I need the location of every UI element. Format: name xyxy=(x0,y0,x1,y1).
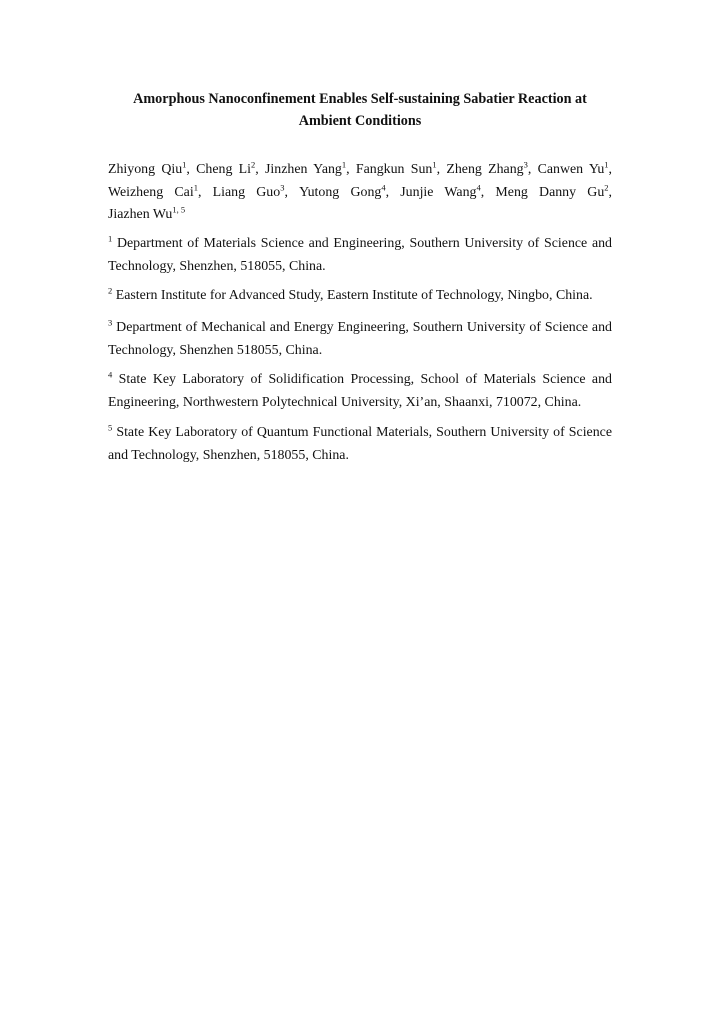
author-separator: , xyxy=(608,162,613,177)
author-separator: , xyxy=(197,184,213,200)
affiliation-number: 4 xyxy=(108,369,113,380)
author-affiliation-mark: 1, 5 xyxy=(172,204,186,215)
author-name xyxy=(299,181,401,200)
author-separator: , xyxy=(255,162,266,177)
affiliation-4 xyxy=(108,369,612,414)
paper-title-line-1: Amorphous Nanoconfinement Enables Self-sustaining Sabatier Reaction at xyxy=(133,91,587,107)
author-affiliation-mark: 1 xyxy=(193,181,198,192)
author-name xyxy=(355,159,447,177)
author-separator: , xyxy=(346,162,356,177)
paper-title xyxy=(108,89,612,132)
author-name xyxy=(212,181,300,200)
author-name-text: Meng Danny Gu xyxy=(495,184,605,200)
author-name xyxy=(196,159,266,177)
affiliation-text: Eastern Institute for Advanced Study, Eastern Institute of Technology, Ningbo, China. xyxy=(115,288,593,303)
author-name xyxy=(495,181,612,200)
author-separator: , xyxy=(480,184,496,200)
author-name xyxy=(108,159,197,177)
author-separator: , xyxy=(385,184,401,200)
author-separator: , xyxy=(284,184,300,200)
author-affiliation-mark: 3 xyxy=(280,181,285,192)
affiliation-text: State Key Laboratory of Quantum Functional Materials, Southern University of Science and Technology, Shenzhen, 518055, China. xyxy=(108,425,612,463)
affiliation-number: 1 xyxy=(108,233,113,244)
author-affiliation-mark: 3 xyxy=(523,159,528,170)
author-name xyxy=(265,159,356,177)
affiliation-text: State Key Laboratory of Solidification Processing, School of Materials Science and Engineering, Northwestern Polytechnical University, Xi’an, Shaanxi, 710072, China. xyxy=(108,372,612,410)
author-name-text: Liang Guo xyxy=(212,184,281,200)
author-name xyxy=(446,159,538,177)
author-affiliation-mark: 2 xyxy=(251,159,256,170)
author-name-text: Yutong Gong xyxy=(299,184,382,200)
author-affiliation-mark: 1 xyxy=(604,159,609,170)
author-affiliation-mark: 1 xyxy=(432,159,437,170)
author-name-text: Junjie Wang xyxy=(400,184,477,200)
author-name-text: Zhiyong Qiu xyxy=(108,162,183,177)
affiliation-text: Department of Materials Science and Engineering, Southern University of Science and Technology, Shenzhen, 518055, China. xyxy=(108,236,612,274)
affiliation-3 xyxy=(108,317,612,362)
affiliation-number: 5 xyxy=(108,422,113,433)
author-name-text: Weizheng Cai xyxy=(108,184,194,200)
author-name xyxy=(400,181,496,200)
affiliation-2 xyxy=(108,285,612,308)
author-name xyxy=(108,204,186,222)
author-name-text: Zheng Zhang xyxy=(446,162,524,177)
affiliation-number: 2 xyxy=(108,285,113,296)
affiliation-number: 3 xyxy=(108,317,113,328)
author-separator: , xyxy=(436,162,447,177)
author-name-text: Fangkun Sun xyxy=(355,162,433,177)
author-name-text: Cheng Li xyxy=(196,162,252,177)
author-separator: , xyxy=(527,162,538,177)
author-affiliation-mark: 1 xyxy=(341,159,347,170)
author-name-text: Jinzhen Yang xyxy=(265,162,342,177)
author-affiliation-mark: 4 xyxy=(381,181,386,192)
author-name-text: Jiazhen Wu xyxy=(108,207,173,222)
affiliation-1 xyxy=(108,233,612,278)
author-list xyxy=(108,159,612,227)
author-name xyxy=(537,159,613,177)
author-affiliation-mark: 1 xyxy=(182,159,187,170)
affiliation-text: Department of Mechanical and Energy Engineering, Southern University of Science and Technology, Shenzhen 518055, China. xyxy=(108,320,612,358)
author-separator: , xyxy=(608,184,612,200)
affiliation-5 xyxy=(108,422,612,467)
author-name xyxy=(108,181,213,200)
author-affiliation-mark: 2 xyxy=(604,181,609,192)
paper-title-line-2: Ambient Conditions xyxy=(298,112,422,129)
author-affiliation-mark: 4 xyxy=(476,181,481,192)
author-name-text: Canwen Yu xyxy=(537,162,605,177)
author-separator: , xyxy=(186,162,197,177)
